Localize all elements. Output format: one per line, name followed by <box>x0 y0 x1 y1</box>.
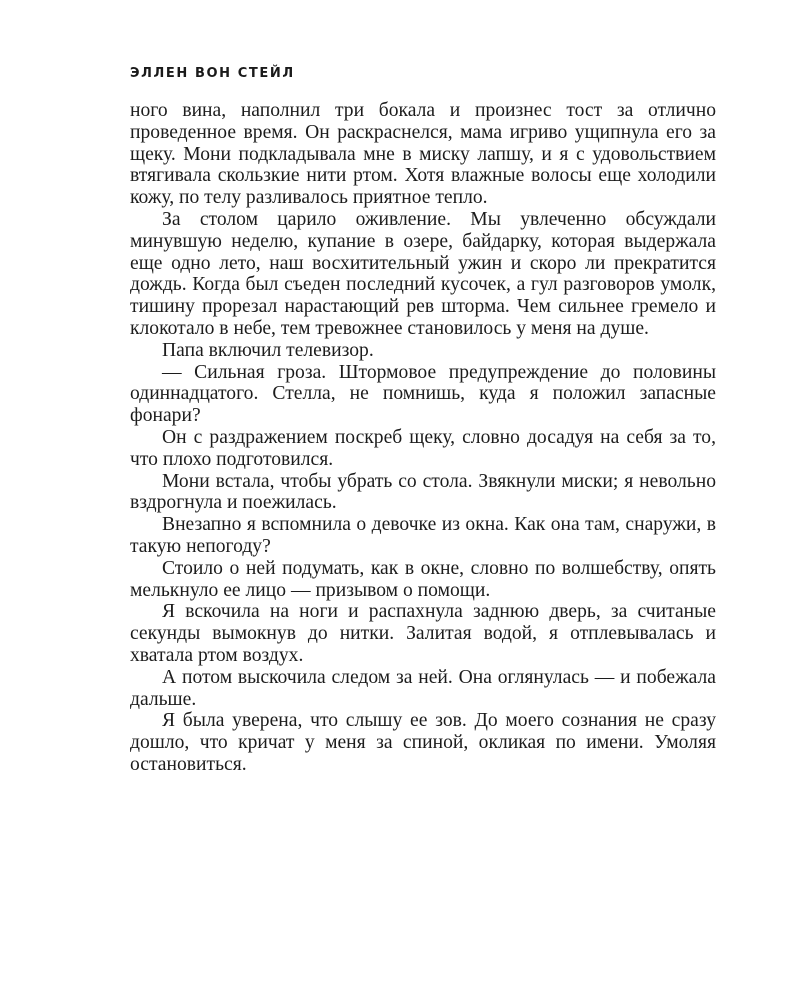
paragraph: За столом царило оживление. Мы увлеченно обсуждали минувшую неделю, купание в озере, байдарку, которая выдержала еще одно лето, наш восхитительный ужин и скоро ли прекратится дождь. Когда был съеден последний кусочек, а гул разговоров умолк, тишину прорезал нарастающий рев шторма. Чем сильнее гремело и клокотало в небе, тем тревожнее становилось у меня на душе. <box>130 208 716 339</box>
paragraph: А потом выскочила следом за ней. Она оглянулась — и побежала дальше. <box>130 666 716 710</box>
body-text <box>130 100 716 776</box>
paragraph: Он с раздражением поскреб щеку, словно досадуя на себя за то, что плохо подготовился. <box>130 426 716 470</box>
paragraph: Я вскочила на ноги и распахнула заднюю дверь, за считаные секунды вымокнув до нитки. Залитая водой, я отплевывалась и хватала ртом воздух. <box>130 601 716 666</box>
paragraph: — Сильная гроза. Штормовое предупреждение до половины одиннадцатого. Стелла, не помнишь, куда я положил запасные фонари? <box>130 361 716 427</box>
paragraph-continued: ного вина, наполнил три бокала и произнес тост за отлично проведенное время. Он раскраснелся, мама игриво ущипнула его за щеку. Мони подкладывала мне в миску лапшу, и я с удовольствием втягивала скользкие нити ртом. Хотя влажные волосы еще холодили кожу, по телу разливалось приятное тепло. <box>130 100 716 209</box>
paragraph: Я была уверена, что слышу ее зов. До моего сознания не сразу дошло, что кричат у меня за спиной, окликая по имени. Умоляя остановиться. <box>130 710 716 775</box>
paragraph: Внезапно я вспомнила о девочке из окна. Как она там, снаружи, в такую непогоду? <box>130 514 716 557</box>
paragraph: Стоило о ней подумать, как в окне, словно по волшебству, опять мелькнуло ее лицо — призывом о помощи. <box>130 557 716 601</box>
paragraph: Мони встала, чтобы убрать со стола. Звякнули миски; я невольно вздрогнула и поежилась. <box>130 470 716 514</box>
running-head: ЭЛЛЕН ВОН СТЕЙЛ <box>130 66 295 81</box>
paragraph: Папа включил телевизор. <box>162 339 374 361</box>
